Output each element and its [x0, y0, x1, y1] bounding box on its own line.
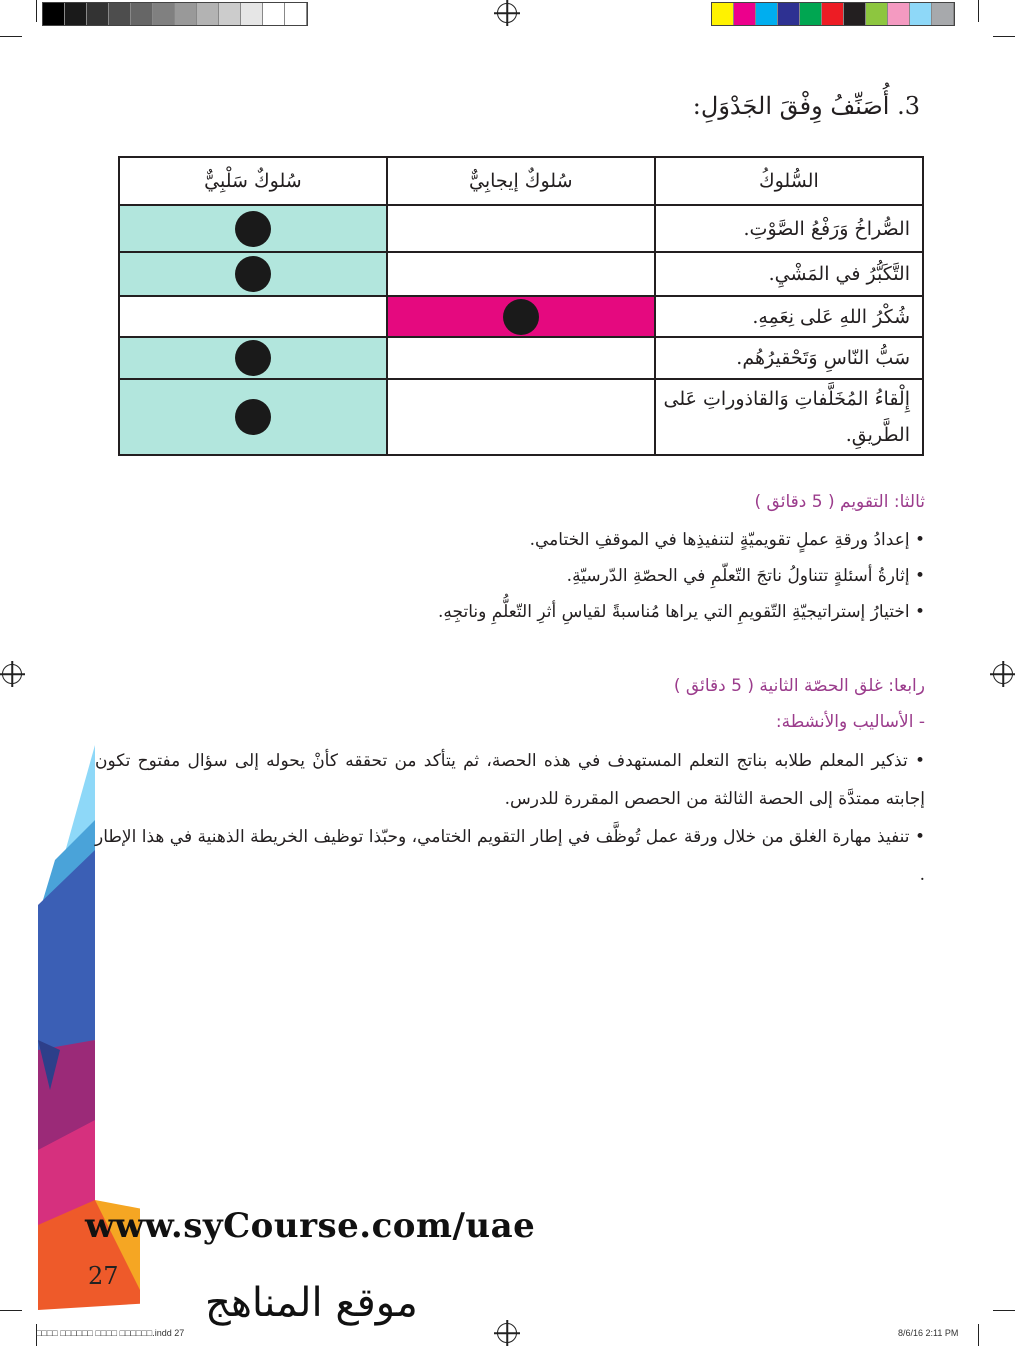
- file-info: □□□□ □□□□□□ □□□□ □□□□□□.indd 27: [36, 1328, 185, 1338]
- selection-dot: [235, 211, 271, 247]
- color-swatch: [285, 3, 307, 25]
- behavior-cell: إِلْقاءُ المُخَلَّفاتِ وَالقاذوراتِ عَلى الطَّريقِ.: [655, 379, 923, 455]
- negative-cell[interactable]: [119, 337, 387, 379]
- print-timestamp: 8/6/16 2:11 PM: [898, 1328, 959, 1338]
- behavior-cell: الصُّراخُ وَرَفْعُ الصَّوْتِ.: [655, 205, 923, 252]
- positive-cell[interactable]: [387, 337, 655, 379]
- registration-mark-bottom: [497, 1323, 517, 1343]
- behavior-cell: شُكْرُ اللهِ عَلى نِعَمِهِ.: [655, 296, 923, 337]
- color-swatch: [175, 3, 197, 25]
- negative-cell[interactable]: [119, 379, 387, 455]
- positive-cell[interactable]: [387, 205, 655, 252]
- negative-cell[interactable]: [119, 252, 387, 296]
- section4-subtitle: - الأساليب والأنشطة:: [775, 712, 925, 732]
- color-swatch: [197, 3, 219, 25]
- selection-dot: [235, 340, 271, 376]
- color-swatch: [712, 3, 734, 25]
- color-swatch: [219, 3, 241, 25]
- section4-paragraph: • تذكير المعلم طلابه بناتج التعلم المستهدف في هذه الحصة، ثم يتأكد من تحققه كأنْ يحوله إلى سؤال مفتوح تكون إجابته ممتدَّة إلى الحصة الثالثة من الحصص المقررة للدرس.: [95, 751, 925, 809]
- registration-mark-top: [497, 3, 517, 23]
- behavior-cell: سَبُّ النّاسِ وَتَحْقيرُهُم.: [655, 337, 923, 379]
- registration-mark-right: [993, 664, 1013, 684]
- section4-paragraph: • تنفيذ مهارة الغلق من خلال ورقة عمل تُوظَّف في إطار التقويم الختامي، وحبّذا توظيف الخريطة الذهنية في هذا الإطار .: [95, 827, 925, 885]
- watermark-text: موقع المناهج: [205, 1280, 418, 1326]
- color-swatch: [822, 3, 844, 25]
- table-row: [119, 252, 923, 296]
- color-swatch: [910, 3, 932, 25]
- color-swatch: [888, 3, 910, 25]
- section3-bullet: • إثارةُ أسئلةٍ تتناولُ ناتجَ التّعلّمِ في الحصّةِ الدّرسيّةِ.: [566, 566, 925, 586]
- behavior-cell: التَّكَبُّرُ في المَشْيِ.: [655, 252, 923, 296]
- color-swatch: [866, 3, 888, 25]
- color-swatch: [778, 3, 800, 25]
- table-row: [119, 205, 923, 252]
- color-swatch: [756, 3, 778, 25]
- color-swatch: [932, 3, 954, 25]
- selection-dot: [235, 399, 271, 435]
- section3-bullet: • اختيارُ إستراتيجيّةِ التّقويمِ التي يراها مُناسبةً لقياسِ أثرِ التّعلُّمِ وناتجِهِ.: [438, 602, 925, 622]
- table-row: [119, 337, 923, 379]
- page-number: 27: [88, 1262, 119, 1290]
- color-swatch: [241, 3, 263, 25]
- header-behavior: السُّلوكُ: [655, 157, 923, 205]
- table-header-row: [119, 157, 923, 205]
- website-url[interactable]: www.syCourse.com/uae: [85, 1206, 536, 1246]
- color-calibration-bar: [711, 2, 955, 26]
- negative-cell[interactable]: [119, 205, 387, 252]
- positive-cell[interactable]: [387, 379, 655, 455]
- classification-table: [118, 156, 924, 456]
- color-swatch: [153, 3, 175, 25]
- positive-cell[interactable]: [387, 252, 655, 296]
- crop-mark: [978, 1324, 979, 1346]
- selection-dot: [503, 299, 539, 335]
- table-row: [119, 296, 923, 337]
- crop-mark: [978, 0, 979, 22]
- color-swatch: [800, 3, 822, 25]
- header-negative: سُلوكٌ سَلْبِيٌّ: [119, 157, 387, 205]
- section4-title: رابعا: غلق الحصّة الثانية ( 5 دقائق ): [673, 676, 925, 696]
- header-positive: سُلوكٌ إيجابِيٌّ: [387, 157, 655, 205]
- selection-dot: [235, 256, 271, 292]
- color-swatch: [734, 3, 756, 25]
- section3-title: ثالثا: التقويم ( 5 دقائق ): [754, 492, 925, 512]
- color-swatch: [844, 3, 866, 25]
- table-row: [119, 379, 923, 455]
- question-title: 3. أُصَنِّفُ وِفْقَ الجَدْوَلِ:: [692, 92, 920, 120]
- color-swatch: [263, 3, 285, 25]
- section3-bullet: • إعدادُ ورقةِ عملٍ تقويميّةٍ لتنفيذِها في الموقفِ الختامي.: [529, 530, 925, 550]
- positive-cell[interactable]: [387, 296, 655, 337]
- crop-mark: [993, 1310, 1015, 1311]
- negative-cell[interactable]: [119, 296, 387, 337]
- crop-mark: [993, 36, 1015, 37]
